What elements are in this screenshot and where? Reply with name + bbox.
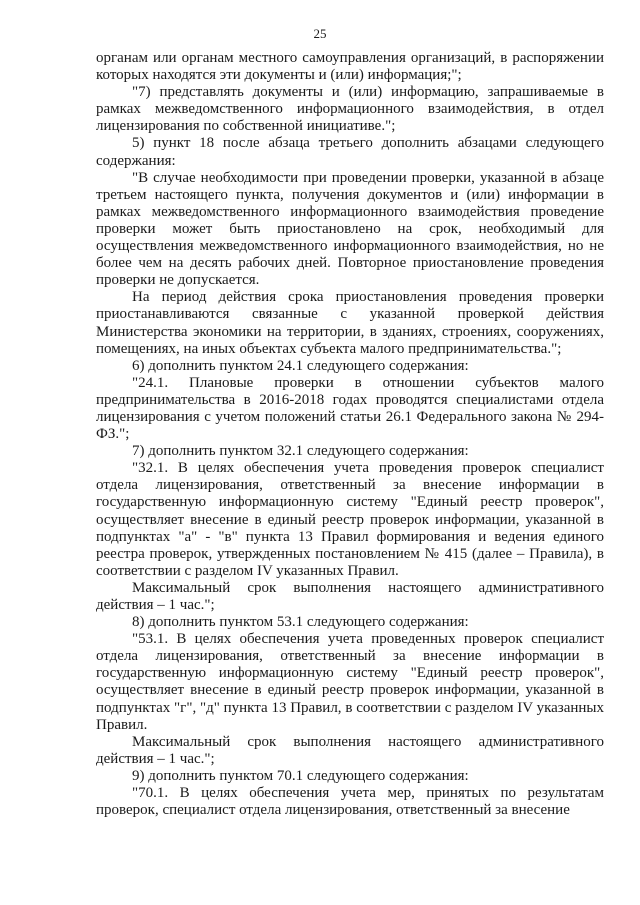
paragraph: органам или органам местного самоуправления организаций, в распоряжении которых находятся эти документы и (или) информация;"; xyxy=(96,50,604,84)
paragraph: 8) дополнить пунктом 53.1 следующего содержания: xyxy=(132,614,469,631)
paragraph: "В случае необходимости при проведении проверки, указанной в абзаце третьем настоящего пункта, получения документов и (или) информации в рамках межведомственного информационного взаимодействия проведение проверки может быть приостановлено на срок, необходимый для осуществления межведомственного информационного взаимодействия, но не более чем на десять рабочих дней. Повторное приостановление проведения проверки не допускается. xyxy=(96,169,604,289)
paragraph: 7) дополнить пунктом 32.1 следующего содержания: xyxy=(132,443,469,460)
document-body xyxy=(96,50,604,819)
paragraph: 5) пункт 18 после абзаца третьего дополнить абзацами следующего содержания: xyxy=(96,135,604,169)
paragraph: Максимальный срок выполнения настоящего административного действия – 1 час."; xyxy=(96,579,604,613)
paragraph: "32.1. В целях обеспечения учета проведения проверок специалист отдела лицензирования, ответственный за внесение информации в государственную информационную систему "Единый реестр проверок", осуществляет внесение в единый реестр проверок информации, указанной в подпунктах "а" - "в" пункта 13 Правил формирования и ведения единого реестра проверок, утвержденных постановлением № 415 (далее – Правила), в соответствии с разделом IV указанных Правил. xyxy=(96,460,604,579)
paragraph: 6) дополнить пунктом 24.1 следующего содержания: xyxy=(132,357,469,374)
paragraph: "53.1. В целях обеспечения учета проведенных проверок специалист отдела лицензирования, ответственный за внесение информации в государственную информационную систему "Единый реестр проверок", осуществляет внесение в единый реестр проверок информации, указанной в подпунктах "г", "д" пункта 13 Правил, в соответствии с разделом IV указанных Правил. xyxy=(96,631,604,733)
paragraph: "70.1. В целях обеспечения учета мер, принятых по результатам проверок, специалист отдела лицензирования, ответственный за внесение xyxy=(96,785,604,819)
paragraph: На период действия срока приостановления проведения проверки приостанавливаются связанные с указанной проверкой действия Министерства экономики на территории, в зданиях, строениях, сооружениях, помещениях, на иных объектах субъекта малого предпринимательства."; xyxy=(96,289,604,357)
paragraph: Максимальный срок выполнения настоящего административного действия – 1 час."; xyxy=(96,733,604,767)
page-number: 25 xyxy=(313,26,327,41)
paragraph: 9) дополнить пунктом 70.1 следующего содержания: xyxy=(132,767,469,784)
paragraph: "7) представлять документы и (или) информацию, запрашиваемые в рамках межведомственного информационного взаимодействия, в отдел лицензирования по собственной инициативе."; xyxy=(96,84,604,135)
paragraph: "24.1. Плановые проверки в отношении субъектов малого предпринимательства в 2016-2018 годах проводятся специалистами отдела лицензирования с учетом положений статьи 26.1 Федерального закона № 294-ФЗ."; xyxy=(96,374,604,443)
